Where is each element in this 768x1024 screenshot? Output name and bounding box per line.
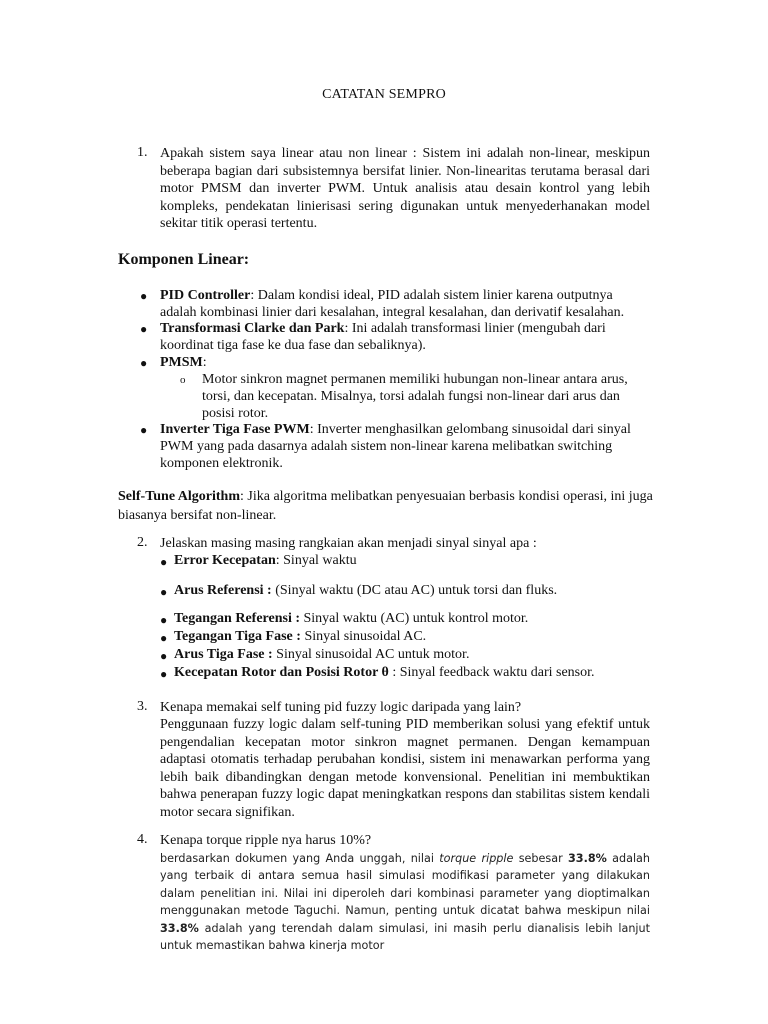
- q3-number: 3.: [137, 699, 148, 714]
- q4-answer-part: adalah yang terbaik di antara semua hasil simulasi modifikasi parameter yang dilakukan dalam penelitian ini. Nilai ini diperoleh dari kombinasi parameter yang dioptimalkan menggunakan metode Taguchi. Namun, penting untuk dicatat bahwa meskipun nilai: [160, 852, 651, 918]
- bullet-dot: ●: [160, 667, 168, 681]
- signal-desc: (Sinyal waktu (DC atau AC) untuk torsi dan fluks.: [275, 583, 558, 598]
- q2-text: Jelaskan masing masing rangkaian akan menjadi sinyal sinyal apa :: [160, 536, 537, 551]
- komponen-desc: : Dalam kondisi ideal, PID adalah sistem linier karena outputnya adalah kombinasi linier dari kesalahan, integral kesalahan, dan derivatif kesalahan.: [160, 288, 625, 320]
- bullet-dot: ●: [140, 356, 148, 370]
- komponen-term: PID Controller: [160, 288, 251, 303]
- signal-term: Arus Tiga Fase :: [174, 647, 277, 662]
- self-tune-desc: : Jika algoritma melibatkan penyesuaian berbasis kondisi operasi, ini juga biasanya bersifat non-linear.: [118, 489, 653, 523]
- page-title: CATATAN SEMPRO: [322, 87, 446, 102]
- komponen-item-clarke-park: [160, 321, 650, 355]
- komponen-heading: Komponen Linear:: [118, 251, 250, 268]
- signal-term: Tegangan Referensi :: [174, 611, 304, 626]
- q4-answer-italic: torque ripple: [439, 852, 514, 865]
- komponen-desc: :: [202, 355, 207, 370]
- sub-bullet-ring: o: [180, 374, 186, 386]
- bullet-dot: ●: [160, 555, 168, 569]
- q3-answer: Penggunaan fuzzy logic dalam self-tuning PID memberikan solusi yang efektif untuk pengendalian kecepatan motor sinkron magnet permanen. Dengan kemampuan adaptasi otomatis terhadap perubahan kondisi, sistem ini menawarkan performa yang lebih baik dibandingkan dengan metode konvensional. Penelitian ini membuktikan bahwa penerapan fuzzy logic dapat meningkatkan respons dan stabilitas sistem kendali motor secara signifikan.: [160, 717, 650, 820]
- bullet-dot: ●: [160, 631, 168, 645]
- signal-item: [174, 629, 654, 646]
- signal-term: Kecepatan Rotor dan Posisi Rotor θ: [174, 665, 389, 680]
- q4-answer-part: berdasarkan dokumen yang Anda unggah, nilai: [160, 852, 440, 865]
- signal-item: [174, 647, 654, 664]
- q4-answer-bold: 33.8%: [160, 921, 199, 935]
- pmsm-sub-item: Motor sinkron magnet permanen memiliki hubungan non-linear antara arus, torsi, dan kecepatan. Misalnya, torsi adalah fungsi non-linear dari arus dan posisi rotor.: [202, 372, 628, 421]
- q4-number: 4.: [137, 832, 148, 847]
- signal-desc: Sinyal waktu (AC) untuk kontrol motor.: [303, 611, 529, 626]
- signal-desc: Sinyal sinusoidal AC untuk motor.: [276, 647, 470, 662]
- self-tune-term: Self-Tune Algorithm: [118, 489, 240, 504]
- signal-item: [174, 665, 654, 682]
- komponen-item-inverter: [160, 422, 650, 472]
- bullet-dot: ●: [160, 613, 168, 627]
- signal-desc: Sinyal sinusoidal AC.: [304, 629, 427, 644]
- q3-question: Kenapa memakai self tuning pid fuzzy logic daripada yang lain?: [160, 700, 522, 715]
- q2-number: 2.: [137, 535, 148, 550]
- bullet-dot: ●: [140, 322, 148, 336]
- q4-answer-part: adalah yang terendah dalam simulasi, ini masih perlu dianalisis lebih lanjut untuk memastikan bahwa kinerja motor: [160, 921, 650, 953]
- signal-item: [174, 611, 654, 628]
- q4-answer: [160, 850, 650, 954]
- bullet-dot: ●: [160, 585, 168, 599]
- signal-desc: : Sinyal waktu: [275, 553, 357, 568]
- komponen-term: PMSM: [160, 355, 203, 370]
- bullet-dot: ●: [140, 289, 148, 303]
- q4-question: Kenapa torque ripple nya harus 10%?: [160, 833, 372, 848]
- komponen-item-pid: [160, 288, 650, 322]
- komponen-term: Inverter Tiga Fase PWM: [160, 422, 310, 437]
- komponen-desc: : Ini adalah transformasi linier (mengubah dari koordinat tiga fase ke dua fase dan sebaliknya).: [160, 321, 606, 353]
- signal-desc: : Sinyal feedback waktu dari sensor.: [388, 665, 595, 680]
- komponen-desc: : Inverter menghasilkan gelombang sinusoidal dari sinyal PWM yang pada dasarnya adalah sistem non-linear karena melibatkan switching komponen elektronik.: [160, 422, 631, 471]
- bullet-dot: ●: [140, 423, 148, 437]
- self-tune-paragraph: [118, 487, 653, 525]
- komponen-term: Transformasi Clarke dan Park: [160, 321, 345, 336]
- signal-term: Tegangan Tiga Fase :: [174, 629, 305, 644]
- q1-text: Apakah sistem saya linear atau non linear : Sistem ini adalah non-linear, meskipun beberapa bagian dari subsistemnya bersifat linier. Non-linearitas terutama berasal dari motor PMSM dan inverter PWM. Untuk analisis atau desain kontrol yang lebih kompleks, pendekatan linierisasi sering digunakan untuk menyederhanakan model sekitar titik operasi tertentu.: [160, 146, 650, 232]
- komponen-item-pmsm: [160, 355, 650, 372]
- signal-item: [174, 553, 654, 570]
- signal-term: Error Kecepatan: [174, 553, 276, 568]
- q1-number: 1.: [137, 145, 148, 160]
- q4-answer-bold: 33.8%: [568, 852, 607, 865]
- q4-answer-part: sebesar: [513, 852, 569, 865]
- signal-term: Arus Referensi :: [174, 583, 276, 598]
- bullet-dot: ●: [160, 649, 168, 663]
- signal-item: [174, 583, 654, 600]
